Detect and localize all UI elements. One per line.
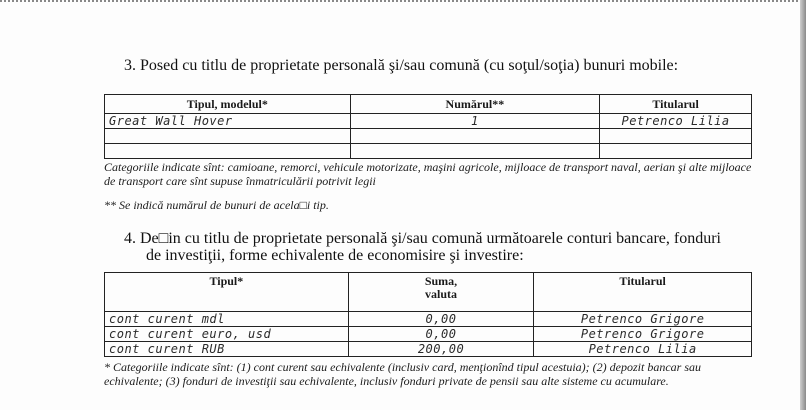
column-header-number: Numărul**: [350, 95, 599, 114]
table-row: [105, 312, 752, 327]
cell-amount: 200,00: [348, 342, 534, 357]
section-3-count-note: ** Se indică numărul de bunuri de acela□i tip.: [104, 198, 329, 212]
perforation-edge: [0, 0, 806, 12]
cell-owner: Petrenco Lilia: [534, 342, 752, 357]
cell-amount: 0,00: [348, 327, 534, 342]
movable-assets-table: [104, 94, 752, 159]
section-4-heading-line-2: de investiţii, forme echivalente de economisire şi investire:: [146, 247, 524, 264]
section-4-categories-note: * Categoriile indicate sînt: (1) cont curent sau echivalente (inclusiv card, menţionînd tipul acestuia); (2) depozit bancar sau echivalente; (3) fonduri de investiţii sau echivalente, inclusiv fonduri private de pensii sau alte sisteme cu acumulare.: [104, 360, 701, 388]
table-row: [105, 144, 752, 159]
cell-type: cont curent RUB: [105, 342, 349, 357]
cell-type-model: Great Wall Hover: [105, 114, 351, 129]
table-row: [105, 114, 752, 129]
cell-owner: [600, 129, 752, 144]
cell-type-model: [105, 129, 351, 144]
table-row: [105, 327, 752, 342]
table-header-row: [105, 95, 752, 114]
cell-type-model: [105, 144, 351, 159]
bank-accounts-table: [104, 272, 752, 357]
table-row: [105, 342, 752, 357]
cell-number: [350, 144, 599, 159]
cell-number: [350, 129, 599, 144]
column-header-owner: Titularul: [534, 273, 752, 312]
cell-type: cont curent mdl: [105, 312, 349, 327]
cell-amount: 0,00: [348, 312, 534, 327]
page-edge-shadow: [800, 0, 806, 410]
column-header-owner: Titularul: [600, 95, 752, 114]
column-header-type-model: Tipul, modelul*: [105, 95, 351, 114]
section-3-categories-note: Categoriile indicate sînt: camioane, remorci, vehicule motorizate, maşini agricole, mijloace de transport naval, aerian şi alte mijloace de transport care sînt supuse înmatriculării potrivit legii: [104, 160, 752, 188]
cell-owner: [600, 144, 752, 159]
section-4-heading-line-1: 4. De□in cu titlu de proprietate personală şi/sau comună următoarele conturi bancare, fonduri: [124, 230, 721, 247]
cell-owner: Petrenco Lilia: [600, 114, 752, 129]
column-header-amount-currency: Suma, valuta: [348, 273, 534, 312]
table-header-row: [105, 273, 752, 312]
cell-owner: Petrenco Grigore: [534, 327, 752, 342]
cell-type: cont curent euro, usd: [105, 327, 349, 342]
cell-owner: Petrenco Grigore: [534, 312, 752, 327]
section-3-heading: 3. Posed cu titlu de proprietate personală şi/sau comună (cu soţul/soţia) bunuri mobile:: [124, 57, 679, 74]
column-header-type: Tipul*: [105, 273, 349, 312]
cell-number: 1: [350, 114, 599, 129]
table-row: [105, 129, 752, 144]
